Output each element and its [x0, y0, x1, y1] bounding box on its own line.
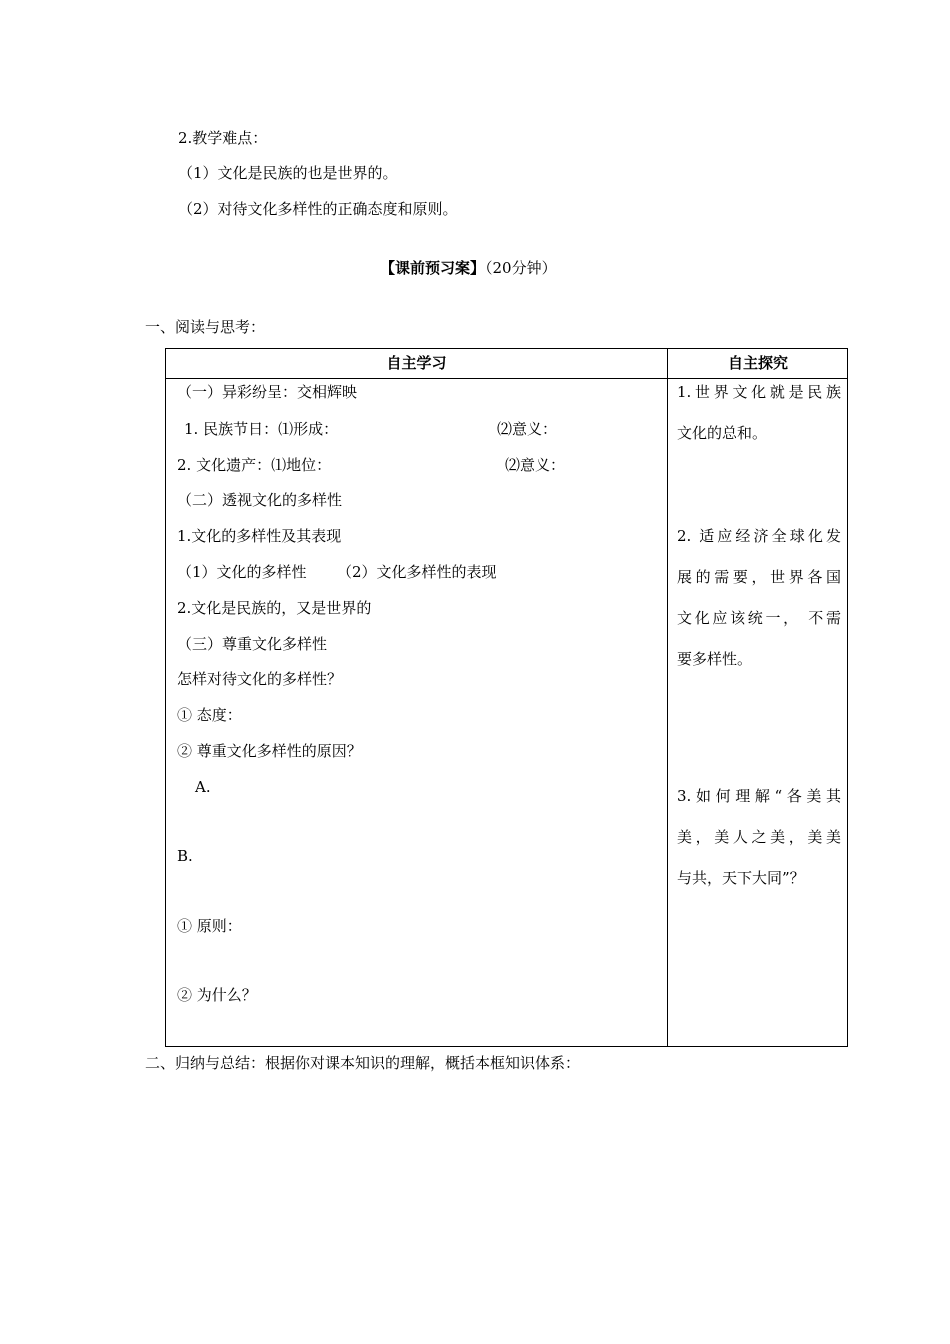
left-reason-b: B.: [177, 847, 193, 865]
difficulty-heading: 2.教学难点：: [178, 129, 268, 147]
left-p2-1: 1.文化的多样性及其表现: [177, 527, 342, 545]
explore-question-2: 2. 适应经济全球化发 展的需要，世界各国 文化应该统一， 不需 要多样性。: [677, 527, 841, 668]
column-header-self-explore: 自主探究: [727, 354, 788, 372]
left-p3: （三）尊重文化多样性: [177, 635, 328, 653]
left-p2-2: 2.文化是民族的，又是世界的: [177, 599, 372, 617]
difficulty-item-2: （2）对待文化多样性的正确态度和原则。: [178, 200, 458, 218]
left-festival-meaning: ⑵意义：: [497, 420, 558, 438]
preview-title: 【课前预习案】: [380, 259, 486, 277]
left-reason: ② 尊重文化多样性的原因？: [177, 742, 362, 760]
explore-question-1: 1.世界文化就是民族 文化的总和。: [677, 383, 841, 442]
left-principle: ① 原则：: [177, 917, 242, 935]
left-reason-a: A.: [195, 778, 211, 796]
column-divider: [667, 349, 668, 1046]
left-heritage: 2. 文化遗产：⑴地位：: [177, 456, 332, 474]
left-attitude: ① 态度：: [177, 706, 242, 724]
section-1-heading: 一、阅读与思考：: [145, 318, 266, 336]
left-festival: 1. 民族节日：⑴形成：: [184, 420, 339, 438]
explore-question-3: 3.如何理解“各美其 美，美人之美，美美 与共，天下大同”？: [677, 787, 841, 887]
left-p2-1b: （2）文化多样性的表现: [337, 563, 497, 581]
left-question: 怎样对待文化的多样性？: [177, 670, 343, 688]
preview-time: （20分钟）: [485, 259, 557, 277]
preview-heading: [380, 258, 557, 278]
left-heritage-meaning: ⑵意义：: [505, 456, 566, 474]
left-p1: （一）异彩纷呈：交相辉映: [177, 383, 358, 401]
left-why: ② 为什么？: [177, 986, 257, 1004]
left-p2: （二）透视文化的多样性: [177, 491, 343, 509]
difficulty-item-1: （1）文化是民族的也是世界的。: [178, 164, 398, 182]
left-p2-1a: （1）文化的多样性: [177, 563, 307, 581]
section-2-heading: 二、归纳与总结：根据你对课本知识的理解，概括本框知识体系：: [145, 1054, 581, 1072]
study-table: [165, 348, 848, 1047]
column-header-self-study: 自主学习: [386, 354, 447, 372]
